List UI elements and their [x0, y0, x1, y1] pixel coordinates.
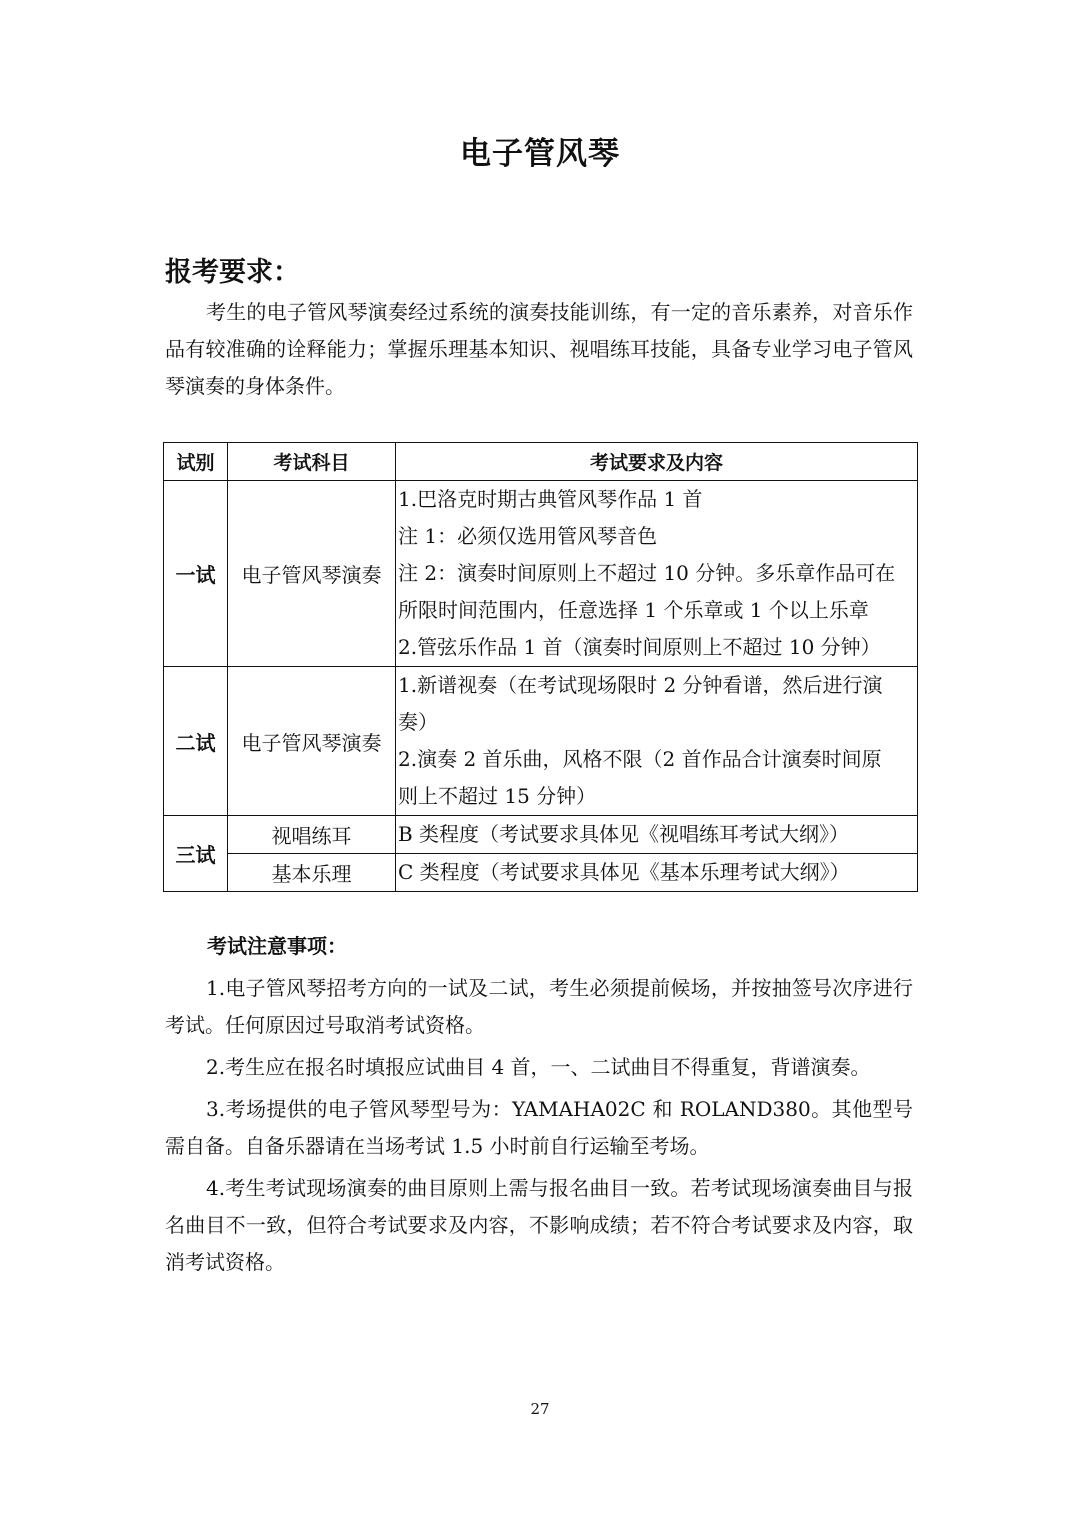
note-item: 4.考生考试现场演奏的曲目原则上需与报名曲目一致。若考试现场演奏曲目与报名曲目不一致，但符合考试要求及内容，不影响成绩；若不符合考试要求及内容，取消考试资格。	[165, 1176, 913, 1274]
page-title: 电子管风琴	[460, 136, 620, 172]
table-row	[164, 481, 918, 667]
subject-cell: 电子管风琴演奏	[228, 481, 396, 667]
round-cell: 一试	[164, 481, 228, 667]
content-line: 1.巴洛克时期古典管风琴作品 1 首	[398, 487, 703, 511]
notes-list	[165, 970, 913, 1286]
page-number: 27	[530, 1400, 550, 1418]
content-cell	[396, 481, 918, 667]
notes-heading: 考试注意事项：	[207, 934, 347, 958]
table-row	[164, 667, 918, 816]
requirements-paragraph: 考生的电子管风琴演奏经过系统的演奏技能训练，有一定的音乐素养，对音乐作品有较准确的诠释能力；掌握乐理基本知识、视唱练耳技能，具备专业学习电子管风琴演奏的身体条件。	[165, 300, 913, 398]
content-line: 注 1：必须仅选用管风琴音色	[398, 524, 658, 548]
content-line: 所限时间范围内，任意选择 1 个乐章或 1 个以上乐章	[398, 598, 869, 622]
content-cell	[396, 667, 918, 816]
note-item: 1.电子管风琴招考方向的一试及二试，考生必须提前候场，并按抽签号次序进行考试。任何原因过号取消考试资格。	[165, 976, 913, 1037]
content-line: B 类程度（考试要求具体见《视唱练耳考试大纲》）	[398, 822, 850, 846]
table-header-row	[164, 443, 918, 481]
content-line: 注 2：演奏时间原则上不超过 10 分钟。多乐章作品可在	[398, 561, 896, 585]
content-line: C 类程度（考试要求具体见《基本乐理考试大纲》）	[398, 860, 850, 884]
note-item: 2.考生应在报名时填报应试曲目 4 首，一、二试曲目不得重复，背谱演奏。	[206, 1055, 871, 1079]
requirements-heading: 报考要求：	[165, 257, 300, 288]
note-item: 3.考场提供的电子管风琴型号为：YAMAHA02C 和 ROLAND380。其他型号需自备。自备乐器请在当场考试 1.5 小时前自行运输至考场。	[165, 1097, 913, 1158]
content-cell	[396, 854, 918, 892]
subject-cell: 视唱练耳	[228, 816, 396, 854]
content-line: 2.管弦乐作品 1 首（演奏时间原则上不超过 10 分钟）	[398, 635, 881, 659]
content-cell	[396, 816, 918, 854]
content-line: 则上不超过 15 分钟）	[398, 784, 597, 808]
header-content: 考试要求及内容	[396, 443, 918, 481]
content-line: 1.新谱视奏（在考试现场限时 2 分钟看谱，然后进行演	[398, 673, 883, 697]
content-line: 2.演奏 2 首乐曲，风格不限（2 首作品合计演奏时间原	[398, 747, 882, 771]
exam-table	[163, 442, 918, 892]
table-row	[164, 854, 918, 892]
table-row	[164, 816, 918, 854]
round-cell: 三试	[164, 816, 228, 892]
header-subject: 考试科目	[228, 443, 396, 481]
round-cell: 二试	[164, 667, 228, 816]
subject-cell: 基本乐理	[228, 854, 396, 892]
header-round: 试别	[164, 443, 228, 481]
content-line: 奏）	[398, 710, 438, 734]
subject-cell: 电子管风琴演奏	[228, 667, 396, 816]
